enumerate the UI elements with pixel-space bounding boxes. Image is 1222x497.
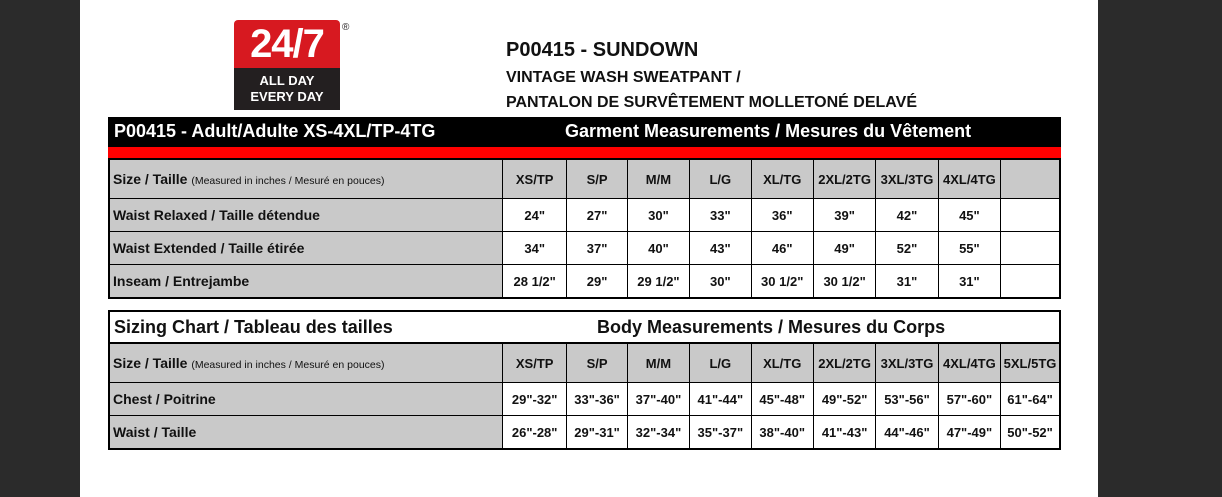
size-column-header: XS/TP bbox=[502, 343, 566, 383]
body-header-left: Sizing Chart / Tableau des tailles bbox=[114, 317, 393, 337]
size-column-header: XS/TP bbox=[502, 159, 566, 199]
red-stripe-divider bbox=[108, 147, 1061, 158]
table-row bbox=[109, 416, 1060, 450]
measurement-cell: 33"-36" bbox=[567, 383, 627, 416]
garment-header-left: P00415 - Adult/Adulte XS-4XL/TP-4TG bbox=[114, 121, 436, 141]
measurement-cell: 31" bbox=[876, 265, 938, 299]
measurement-cell: 47"-49" bbox=[938, 416, 1000, 450]
size-label: Size / Taille bbox=[113, 355, 188, 371]
logo-line2: EVERY DAY bbox=[250, 89, 324, 104]
measurement-cell: 50"-52" bbox=[1001, 416, 1060, 450]
measurement-cell: 49" bbox=[813, 232, 875, 265]
garment-header-right: Garment Measurements / Mesures du Vêtement bbox=[565, 121, 972, 141]
measurement-cell: 32"-34" bbox=[627, 416, 689, 450]
measurement-cell: 42" bbox=[876, 199, 938, 232]
measurement-cell: 41"-43" bbox=[813, 416, 875, 450]
measurement-cell: 27" bbox=[567, 199, 627, 232]
size-note: (Measured in inches / Mesuré en pouces) bbox=[191, 175, 385, 187]
measurement-cell: 55" bbox=[938, 232, 1000, 265]
size-column-header: 2XL/2TG bbox=[813, 159, 875, 199]
size-column-header: S/P bbox=[567, 343, 627, 383]
table-row bbox=[109, 232, 1060, 265]
size-label-cell bbox=[109, 343, 502, 383]
size-column-header: M/M bbox=[627, 343, 689, 383]
logo-line1: ALL DAY bbox=[259, 73, 315, 88]
size-column-header: 4XL/4TG bbox=[938, 159, 1000, 199]
measurement-cell: 35"-37" bbox=[690, 416, 751, 450]
measurement-cell: 44"-46" bbox=[876, 416, 938, 450]
size-column-header: S/P bbox=[567, 159, 627, 199]
product-subtitle-en: VINTAGE WASH SWEATPANT / bbox=[506, 69, 741, 86]
size-column-header bbox=[1001, 159, 1060, 199]
measurement-cell: 24" bbox=[502, 199, 566, 232]
size-column-header: L/G bbox=[690, 159, 751, 199]
product-title: P00415 - SUNDOWN bbox=[506, 39, 699, 61]
measurement-cell bbox=[1001, 232, 1060, 265]
measurement-cell: 43" bbox=[690, 232, 751, 265]
garment-table-header bbox=[108, 117, 1061, 147]
measurement-cell: 29"-32" bbox=[502, 383, 566, 416]
body-table-header bbox=[108, 310, 1061, 342]
measurement-cell bbox=[1001, 265, 1060, 299]
size-column-header: M/M bbox=[627, 159, 689, 199]
size-label-cell bbox=[109, 159, 502, 199]
measurement-cell: 31" bbox=[938, 265, 1000, 299]
size-label: Size / Taille bbox=[113, 171, 188, 187]
measurement-cell: 33" bbox=[690, 199, 751, 232]
measurement-cell: 45"-48" bbox=[751, 383, 813, 416]
measurement-cell: 52" bbox=[876, 232, 938, 265]
measurement-cell: 39" bbox=[813, 199, 875, 232]
product-subtitle-fr: PANTALON DE SURVÊTEMENT MOLLETONÉ DELAVÉ bbox=[506, 94, 917, 111]
measurement-cell: 36" bbox=[751, 199, 813, 232]
measurement-cell: 57"-60" bbox=[938, 383, 1000, 416]
measurement-cell: 29 1/2" bbox=[627, 265, 689, 299]
measurement-cell: 41"-44" bbox=[690, 383, 751, 416]
measurement-cell: 34" bbox=[502, 232, 566, 265]
measurement-cell: 45" bbox=[938, 199, 1000, 232]
size-header-row bbox=[109, 343, 1060, 383]
size-column-header: L/G bbox=[690, 343, 751, 383]
table-row bbox=[109, 383, 1060, 416]
logo-tagline bbox=[234, 68, 340, 110]
measurement-cell: 29"-31" bbox=[567, 416, 627, 450]
row-label: Chest / Poitrine bbox=[109, 383, 502, 416]
measurement-cell bbox=[1001, 199, 1060, 232]
measurement-cell: 29" bbox=[567, 265, 627, 299]
measurement-cell: 49"-52" bbox=[813, 383, 875, 416]
measurement-cell: 40" bbox=[627, 232, 689, 265]
brand-logo bbox=[234, 20, 350, 110]
measurement-cell: 30 1/2" bbox=[813, 265, 875, 299]
registered-mark: ® bbox=[342, 22, 350, 33]
measurement-cell: 53"-56" bbox=[876, 383, 938, 416]
measurement-cell: 30 1/2" bbox=[751, 265, 813, 299]
measurement-cell: 37"-40" bbox=[627, 383, 689, 416]
size-column-header: XL/TG bbox=[751, 159, 813, 199]
measurement-cell: 28 1/2" bbox=[502, 265, 566, 299]
size-header-row bbox=[109, 159, 1060, 199]
measurement-cell: 38"-40" bbox=[751, 416, 813, 450]
table-row bbox=[109, 199, 1060, 232]
row-label: Waist Extended / Taille étirée bbox=[109, 232, 502, 265]
body-header-right: Body Measurements / Mesures du Corps bbox=[597, 317, 946, 337]
measurement-cell: 30" bbox=[627, 199, 689, 232]
size-column-header: 5XL/5TG bbox=[1001, 343, 1060, 383]
size-column-header: 2XL/2TG bbox=[813, 343, 875, 383]
size-column-header: 3XL/3TG bbox=[876, 159, 938, 199]
size-column-header: 4XL/4TG bbox=[938, 343, 1000, 383]
logo-top-text: 24/7 bbox=[234, 20, 340, 68]
document-page bbox=[80, 0, 1098, 497]
size-note: (Measured in inches / Mesuré en pouces) bbox=[191, 359, 385, 371]
row-label: Waist Relaxed / Taille détendue bbox=[109, 199, 502, 232]
table-row bbox=[109, 265, 1060, 299]
row-label: Waist / Taille bbox=[109, 416, 502, 450]
size-column-header: 3XL/3TG bbox=[876, 343, 938, 383]
garment-measurements-table bbox=[108, 158, 1061, 299]
measurement-cell: 30" bbox=[690, 265, 751, 299]
measurement-cell: 37" bbox=[567, 232, 627, 265]
body-measurements-table bbox=[108, 342, 1061, 450]
measurement-cell: 26"-28" bbox=[502, 416, 566, 450]
size-column-header: XL/TG bbox=[751, 343, 813, 383]
measurement-cell: 61"-64" bbox=[1001, 383, 1060, 416]
measurement-cell: 46" bbox=[751, 232, 813, 265]
row-label: Inseam / Entrejambe bbox=[109, 265, 502, 299]
